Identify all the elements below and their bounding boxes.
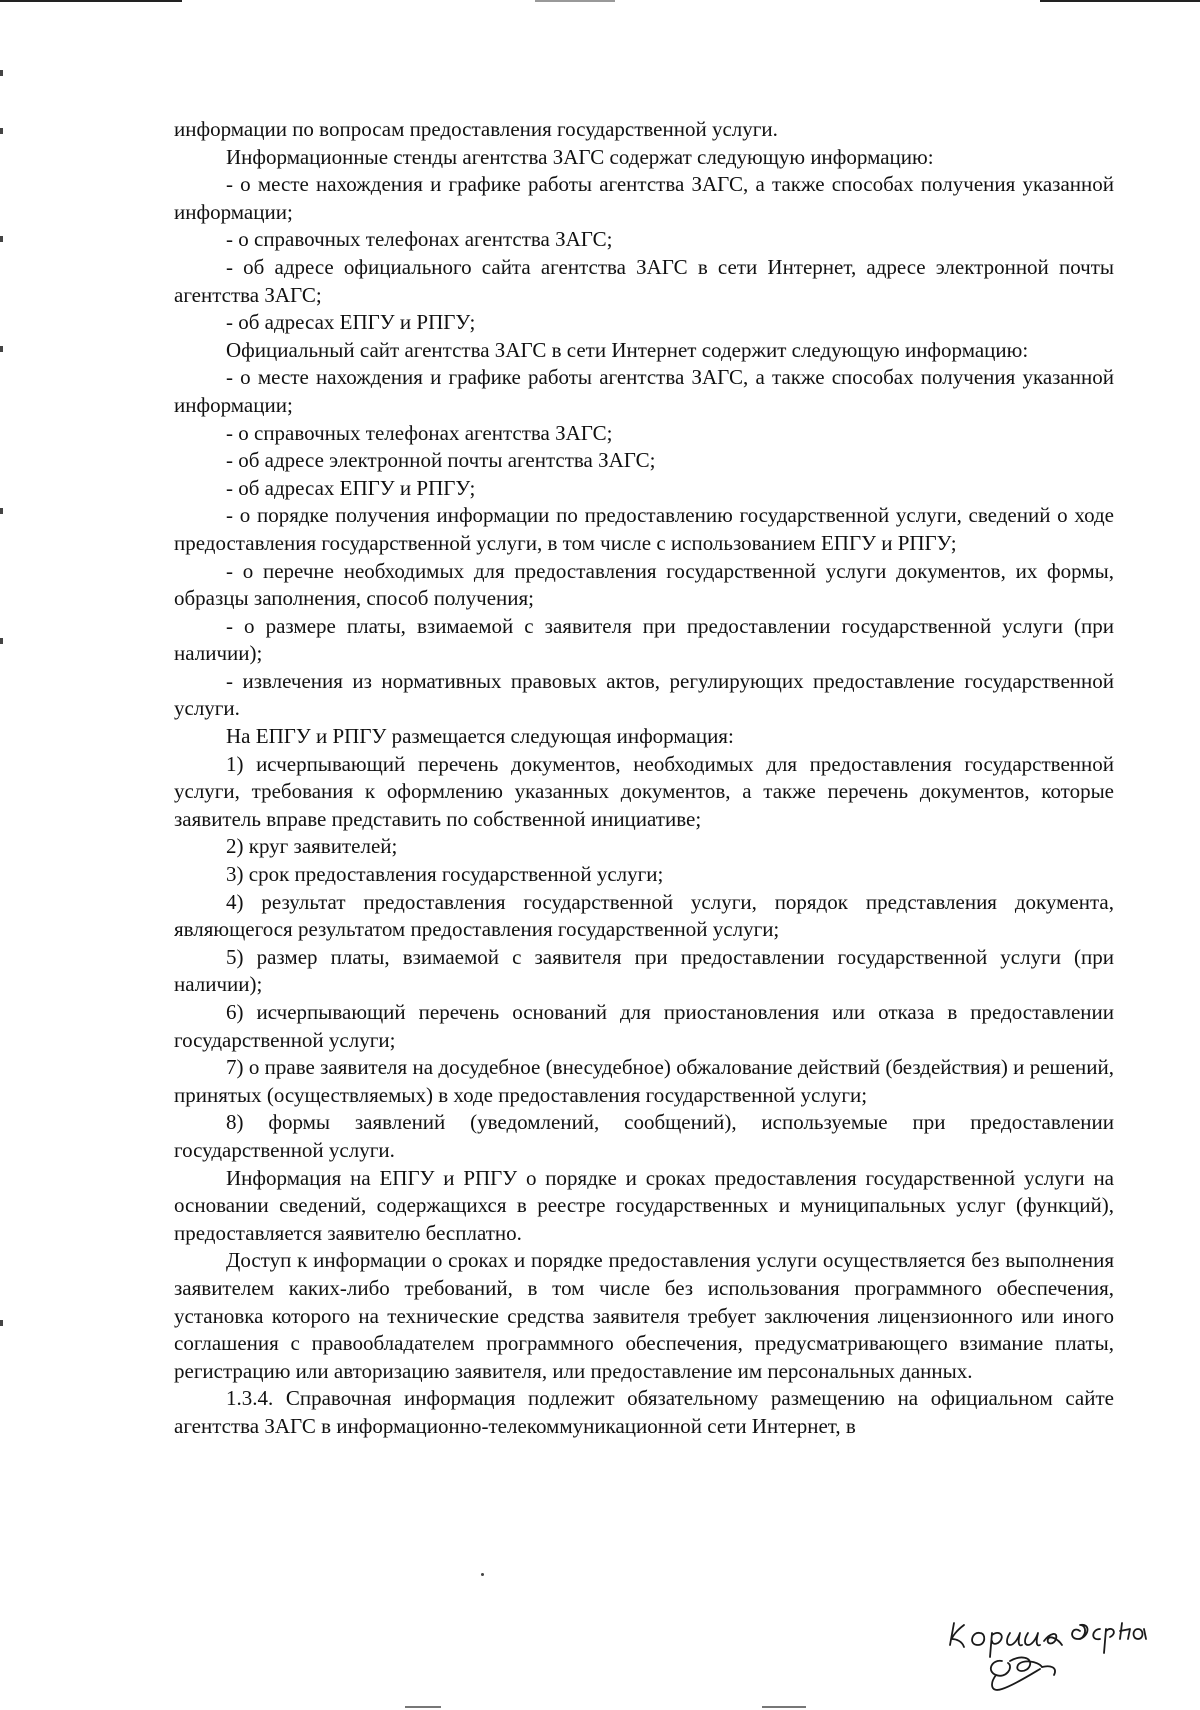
- scan-bottom-mark: [762, 1706, 806, 1708]
- numbered-item: 4) результат предоставления государственной услуги, порядок представления документа, являющегося результатом предоставления государственной услуги;: [174, 889, 1114, 942]
- paragraph: Доступ к информации о сроках и порядке предоставления услуги осуществляется без выполнения заявителем каких-либо требований, в том числе без использования программного обеспечения, установка которого на технические средства заявителя требует заключения лицензионного или иного соглашения с правообладателем программного обеспечения, предусматривающего взимание платы, регистрацию или авторизацию заявителя, или предоставление им персональных данных.: [174, 1248, 1114, 1383]
- paragraph: На ЕПГУ и РПГУ размещается следующая информация:: [226, 724, 734, 749]
- list-item: - о порядке получения информации по предоставлению государственной услуги, сведений о ходе предоставления государственной услуги, в том числе с использованием ЕПГУ и РПГУ;: [174, 503, 1114, 555]
- scan-edge-mark: [0, 508, 3, 514]
- numbered-item: 1) исчерпывающий перечень документов, необходимых для предоставления государственной услуги, требования к оформлению указанных документов, а также перечень документов, которые заявитель вправе представить по собственной инициативе;: [174, 751, 1114, 831]
- list-item: - об адресе официального сайта агентства ЗАГС в сети Интернет, адресе электронной почты агентства ЗАГС;: [174, 254, 1114, 307]
- scan-edge-mark: [0, 236, 3, 242]
- scan-top-mark: [535, 0, 615, 2]
- paragraph: Информация на ЕПГУ и РПГУ о порядке и сроках предоставления государственной услуги на основании сведений, содержащихся в реестре государственных и муниципальных услуг (функций), предоставляется заявителю бесплатно.: [174, 1165, 1114, 1245]
- scan-top-rule-left: [0, 0, 182, 2]
- list-item: - о перечне необходимых для предоставления государственной услуги документов, их формы, образцы заполнения, способ получения;: [174, 558, 1114, 611]
- scan-dot: [481, 1573, 484, 1576]
- numbered-item: 8) формы заявлений (уведомлений, сообщений), используемые при предоставлении государственной услуги.: [174, 1110, 1114, 1162]
- scan-edge-mark: [0, 638, 3, 644]
- paragraph: Информационные стенды агентства ЗАГС содержат следующую информацию:: [226, 144, 934, 169]
- scan-edge-mark: [0, 70, 3, 76]
- numbered-item: 6) исчерпывающий перечень оснований для приостановления или отказа в предоставлении государственной услуги;: [174, 1000, 1114, 1052]
- scan-top-rule-right: [1040, 0, 1200, 2]
- scan-edge-mark: [0, 128, 3, 134]
- list-item: - извлечения из нормативных правовых актов, регулирующих предоставление государственной услуги.: [174, 668, 1114, 721]
- numbered-item: 7) о праве заявителя на досудебное (внесудебное) обжалование действий (бездействия) и решений, принятых (осуществляемых) в ходе предоставления государственной услуги;: [174, 1055, 1114, 1107]
- scan-bottom-mark: [405, 1706, 441, 1708]
- section-paragraph: 1.3.4. Справочная информация подлежит обязательному размещению на официальном сайте агентства ЗАГС в информационно-телекоммуникационной сети Интернет, в: [174, 1386, 1114, 1438]
- list-item: - о справочных телефонах агентства ЗАГС;: [226, 227, 613, 252]
- numbered-item: 5) размер платы, взимаемой с заявителя при предоставлении государственной услуги (при наличии);: [174, 944, 1114, 997]
- scan-edge-mark: [0, 346, 3, 352]
- list-item: - о справочных телефонах агентства ЗАГС;: [226, 420, 613, 445]
- list-item: - о месте нахождения и графике работы агентства ЗАГС, а также способах получения указанной информации;: [174, 172, 1114, 224]
- paragraph: Официальный сайт агентства ЗАГС в сети Интернет содержит следующую информацию:: [226, 337, 1029, 362]
- list-item: - об адресе электронной почты агентства ЗАГС;: [226, 448, 656, 473]
- numbered-item: 2) круг заявителей;: [226, 834, 398, 859]
- list-item: - о размере платы, взимаемой с заявителя при предоставлении государственной услуги (при наличии);: [174, 613, 1114, 666]
- list-item: - об адресах ЕПГУ и РПГУ;: [226, 310, 476, 335]
- list-item: - о месте нахождения и графике работы агентства ЗАГС, а также способах получения указанной информации;: [174, 365, 1114, 417]
- document-body: [174, 116, 1114, 1441]
- paragraph: информации по вопросам предоставления государственной услуги.: [174, 117, 778, 141]
- scan-edge-mark: [0, 1320, 3, 1326]
- list-item: - об адресах ЕПГУ и РПГУ;: [226, 475, 476, 500]
- certification-signature: [940, 1595, 1190, 1705]
- numbered-item: 3) срок предоставления государственной услуги;: [226, 862, 664, 887]
